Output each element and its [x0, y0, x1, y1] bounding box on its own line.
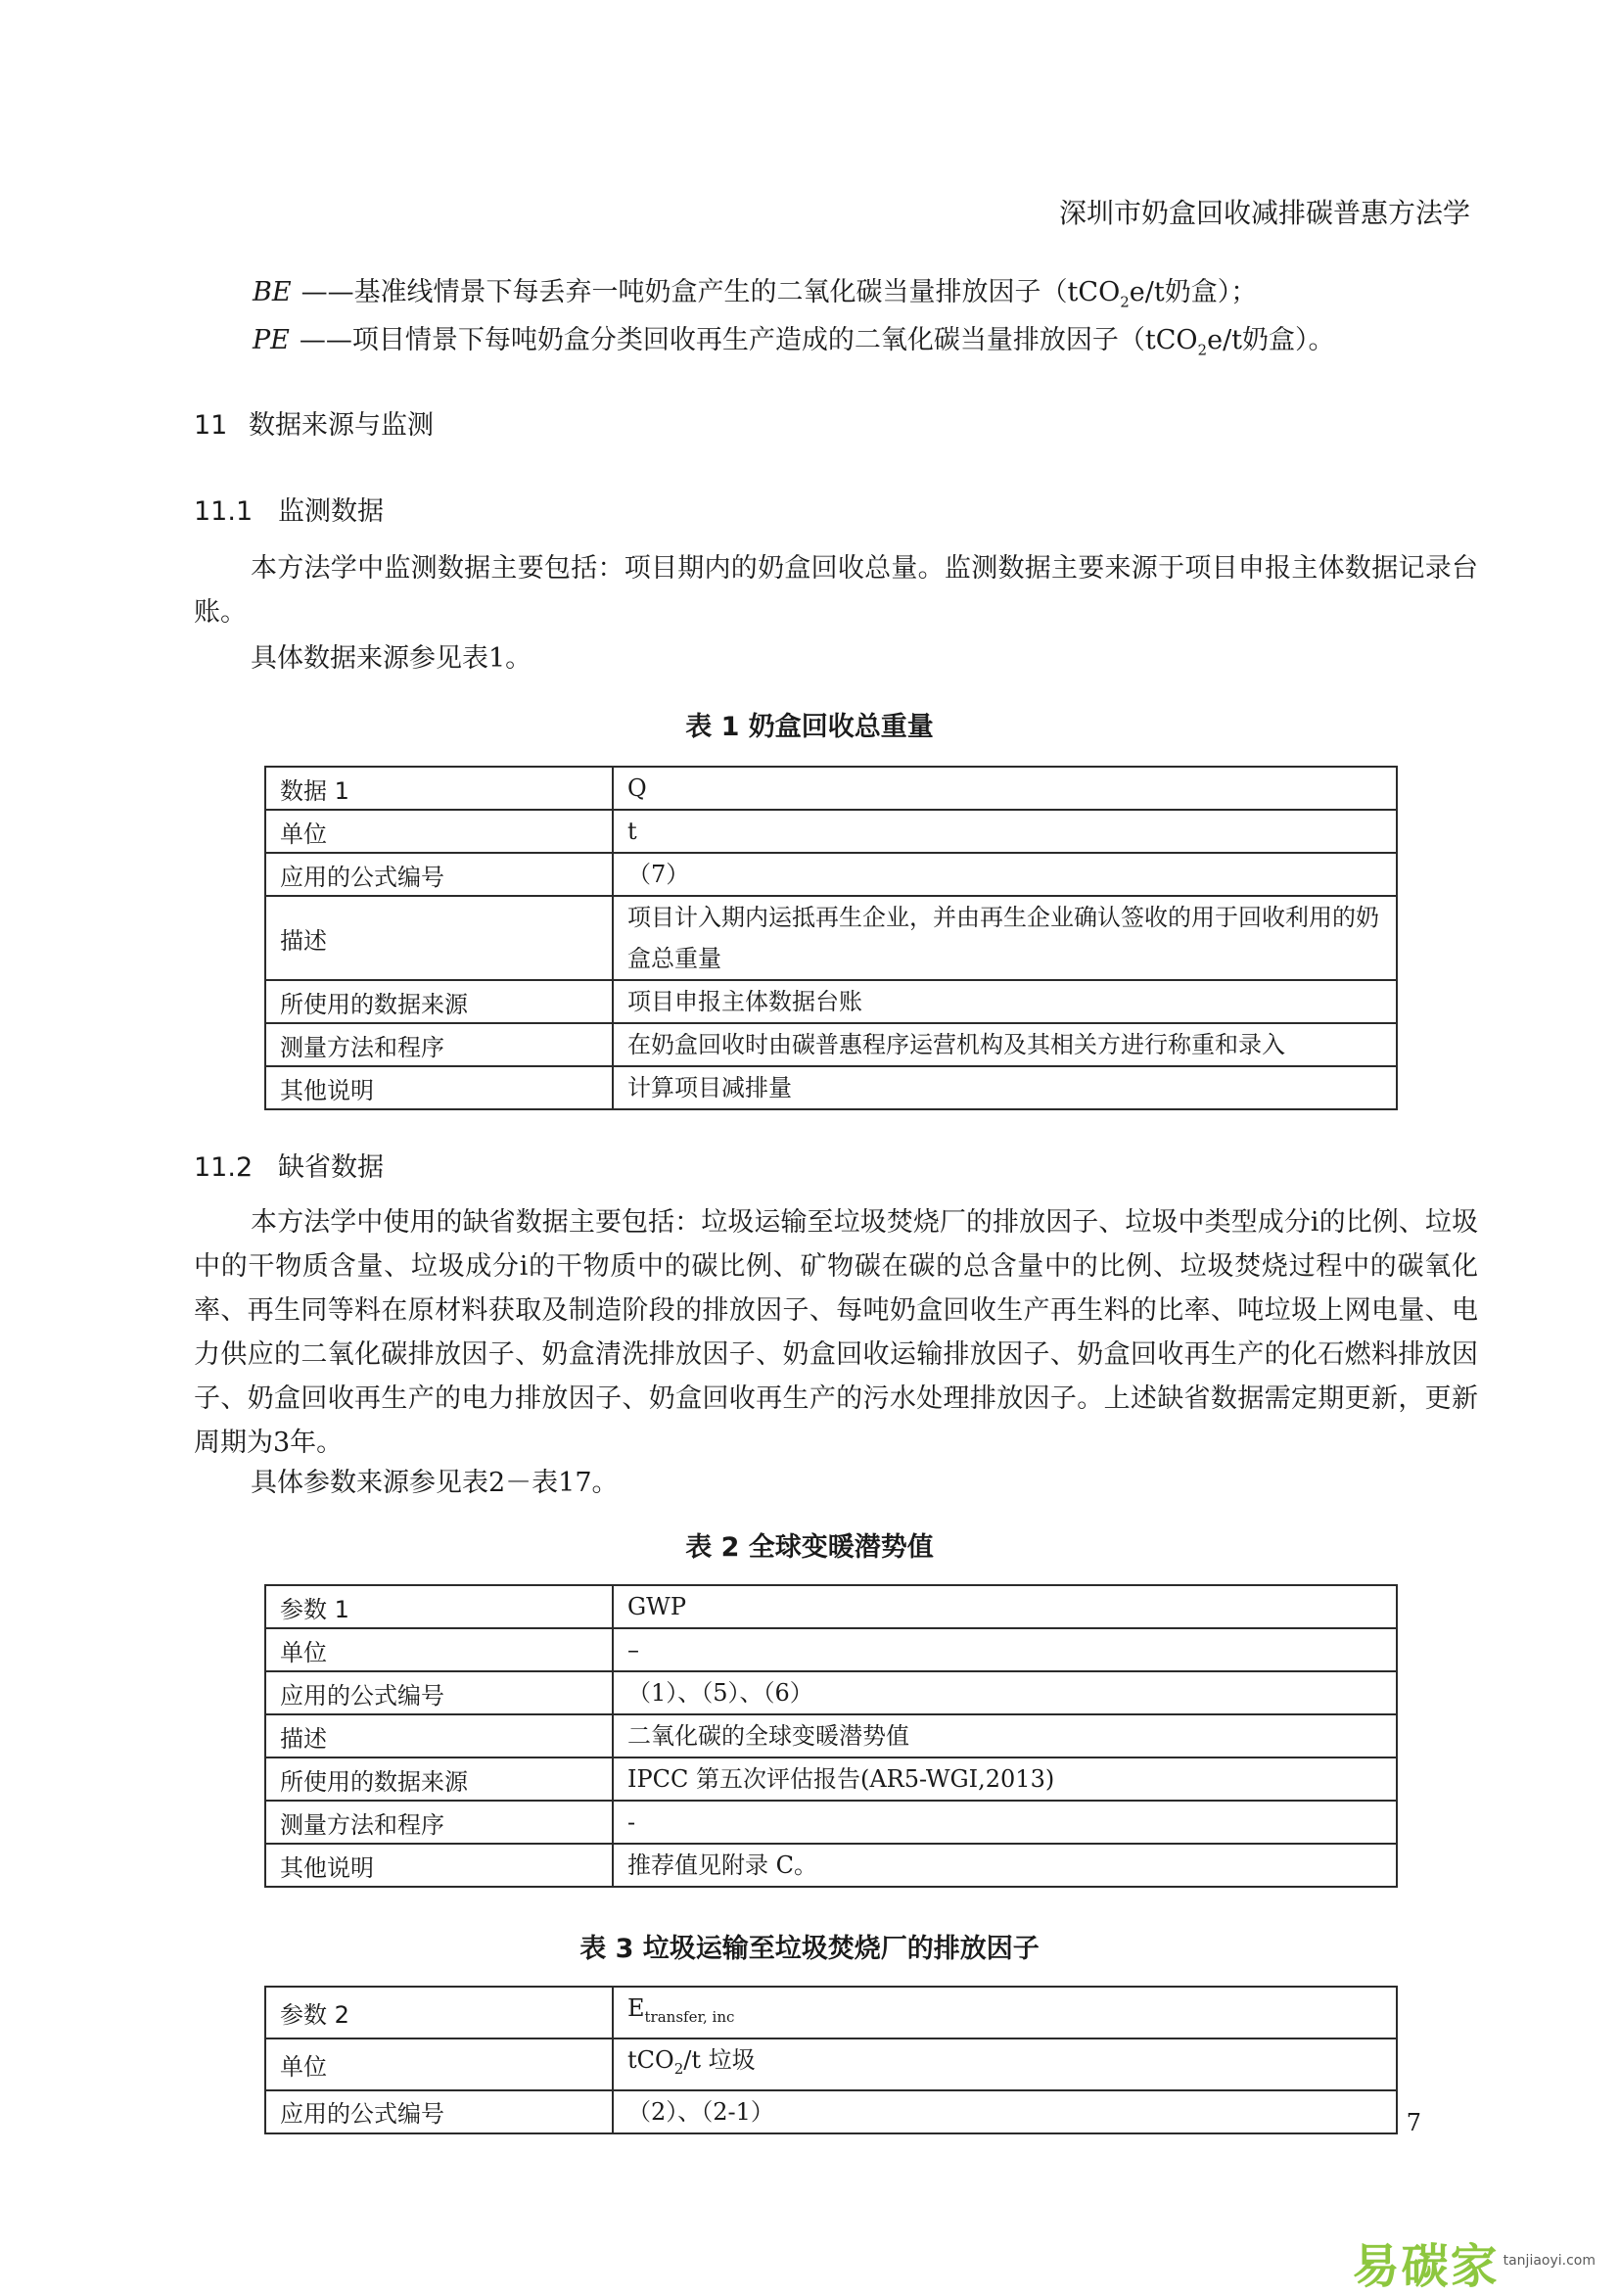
- table-row: [265, 1628, 1397, 1671]
- table-row: [265, 896, 1397, 980]
- section-number: 11: [194, 410, 228, 441]
- row-key: 单位: [265, 810, 613, 853]
- row-value: t: [613, 810, 1397, 853]
- table-reference: 具体参数来源参见表2－表17。: [251, 1468, 619, 1498]
- section-heading-11-2: [194, 1146, 384, 1184]
- row-value: GWP: [613, 1585, 1397, 1628]
- row-key: 描述: [265, 1714, 613, 1757]
- table-row: [265, 1671, 1397, 1714]
- row-key: 描述: [265, 896, 613, 980]
- section-heading-11-1: [194, 490, 384, 528]
- row-value: （1）、（5）、（6）: [613, 1671, 1397, 1714]
- paragraph-default-data: 本方法学中使用的缺省数据主要包括：垃圾运输至垃圾焚烧厂的排放因子、垃圾中类型成分i的比例、垃圾中的干物质含量、垃圾成分i的干物质中的碳比例、矿物碳在碳的总含量中的比例、垃圾焚烧过程中的碳氧化率、再生同等料在原材料获取及制造阶段的排放因子、每吨奶盒回收生产再生料的比率、吨垃圾上网电量、电力供应的二氧化碳排放因子、奶盒清洗排放因子、奶盒回收运输排放因子、奶盒回收再生产的化石燃料排放因子、奶盒回收再生产的电力排放因子、奶盒回收再生产的污水处理排放因子。上述缺省数据需定期更新，更新周期为3年。: [194, 1207, 1478, 1458]
- table-row: [265, 980, 1397, 1023]
- definition-text: ——基准线情景下每丢弃一吨奶盒产生的二氧化碳当量排放因子（tCO: [301, 277, 1121, 307]
- table-row: [265, 1757, 1397, 1801]
- subscript: 2: [1120, 293, 1130, 311]
- table-row: [265, 1585, 1397, 1628]
- table-caption: 表 3 垃圾运输至垃圾焚烧厂的排放因子: [579, 1934, 1040, 1964]
- table-reference: 具体数据来源参见表1。: [251, 643, 532, 674]
- definition-text-tail: e/t奶盒）；: [1129, 277, 1258, 307]
- running-header: 深圳市奶盒回收减排碳普惠方法学: [1058, 197, 1470, 229]
- definition-be: [253, 270, 1257, 310]
- subscript: 2: [1197, 341, 1208, 359]
- definition-pe: [253, 318, 1335, 358]
- row-key: 测量方法和程序: [265, 1023, 613, 1066]
- row-value: Q: [613, 767, 1397, 810]
- table-row: [265, 853, 1397, 896]
- table-caption: 表 1 奶盒回收总重量: [685, 712, 934, 742]
- row-value: 项目申报主体数据台账: [613, 980, 1397, 1023]
- definition-symbol: PE: [253, 325, 290, 355]
- watermark-logo: [1353, 2228, 1596, 2296]
- row-key: 参数 1: [265, 1585, 613, 1628]
- section-title: 数据来源与监测: [249, 410, 434, 441]
- definition-text: ——项目情景下每吨奶盒分类回收再生产造成的二氧化碳当量排放因子（tCO: [299, 325, 1198, 355]
- row-key: 应用的公式编号: [265, 1671, 613, 1714]
- table-row: [265, 1714, 1397, 1757]
- definition-text-tail: e/t奶盒）。: [1207, 325, 1335, 355]
- row-key: 测量方法和程序: [265, 1801, 613, 1844]
- table-caption: 表 2 全球变暖潜势值: [685, 1532, 934, 1563]
- row-value: 二氧化碳的全球变暖潜势值: [613, 1714, 1397, 1757]
- row-key: 其他说明: [265, 1844, 613, 1887]
- section-number: 11.2: [194, 1152, 254, 1183]
- row-value: [613, 1987, 1397, 2038]
- data-table-3: [264, 1986, 1398, 2134]
- section-title: 监测数据: [278, 496, 384, 527]
- unit-text: tCO: [627, 2045, 674, 2074]
- section-heading-11: [194, 403, 434, 442]
- subscript: 2: [673, 2059, 684, 2078]
- row-key: 所使用的数据来源: [265, 1757, 613, 1801]
- row-key: 其他说明: [265, 1066, 613, 1109]
- row-value: IPCC 第五次评估报告(AR5-WGI,2013): [613, 1757, 1397, 1801]
- watermark-en: tanjiaoyi.com: [1503, 2253, 1596, 2269]
- data-table-1: [264, 766, 1398, 1110]
- definition-symbol: BE: [253, 277, 292, 307]
- table-row: [265, 1066, 1397, 1109]
- table-row: [265, 810, 1397, 853]
- table-row: [265, 2038, 1397, 2090]
- row-key: 应用的公式编号: [265, 853, 613, 896]
- unit-text-tail: /t 垃圾: [683, 2045, 756, 2074]
- row-value: （7）: [613, 853, 1397, 896]
- row-value: 计算项目减排量: [613, 1066, 1397, 1109]
- table-row: [265, 1023, 1397, 1066]
- table-row: [265, 1801, 1397, 1844]
- row-key: 单位: [265, 2038, 613, 2090]
- table-row: [265, 1844, 1397, 1887]
- row-value: -: [613, 1801, 1397, 1844]
- row-value: 推荐值见附录 C。: [613, 1844, 1397, 1887]
- watermark-cn: 易碳家: [1352, 2239, 1500, 2294]
- row-key: 应用的公式编号: [265, 2090, 613, 2133]
- table-row: [265, 1987, 1397, 2038]
- section-number: 11.1: [194, 496, 254, 527]
- row-value: （2）、（2-1）: [613, 2090, 1397, 2133]
- table-row: [265, 2090, 1397, 2133]
- page-number: 7: [1406, 2109, 1421, 2136]
- section-title: 缺省数据: [278, 1152, 384, 1183]
- data-table-2: [264, 1584, 1398, 1888]
- row-value: –: [613, 1628, 1397, 1671]
- row-key: 参数 2: [265, 1987, 613, 2038]
- subscript: transfer, inc: [644, 2007, 735, 2026]
- row-value: 项目计入期内运抵再生企业，并由再生企业确认签收的用于回收利用的奶盒总重量: [613, 896, 1397, 980]
- row-value: 在奶盒回收时由碳普惠程序运营机构及其相关方进行称重和录入: [613, 1023, 1397, 1066]
- row-key: 单位: [265, 1628, 613, 1671]
- table-row: [265, 767, 1397, 810]
- symbol-text: E: [627, 1994, 645, 2022]
- paragraph-monitoring-data: 本方法学中监测数据主要包括：项目期内的奶盒回收总量。监测数据主要来源于项目申报主体数据记录台账。: [194, 553, 1478, 628]
- row-key: 所使用的数据来源: [265, 980, 613, 1023]
- row-value: [613, 2038, 1397, 2090]
- row-key: 数据 1: [265, 767, 613, 810]
